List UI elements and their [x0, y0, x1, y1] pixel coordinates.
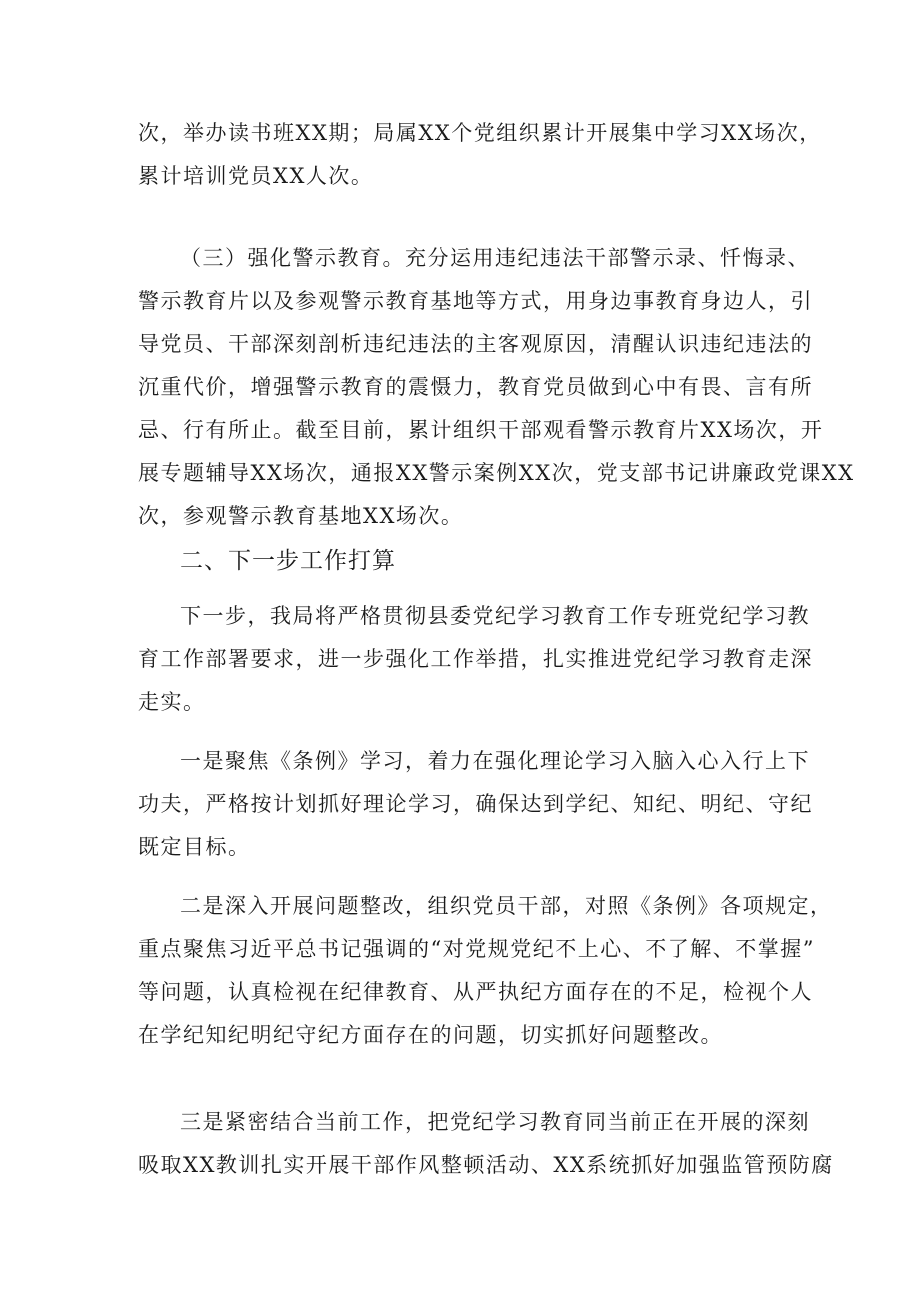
point-two-paragraph	[138, 885, 833, 1057]
paragraph-line: 累计培训党员XX人次。	[138, 164, 374, 188]
paragraph-line: 在学纪知纪明纪守纪方面存在的问题，切实抓好问题整改。	[138, 1023, 723, 1047]
paragraph-line: 一是聚焦《条例》学习，着力在强化理论学习入脑入心入行上下	[180, 749, 810, 773]
section-three-paragraph	[138, 237, 855, 538]
next-step-paragraph	[138, 595, 813, 724]
paragraph-line: 三是紧密结合当前工作，把党纪学习教育同当前正在开展的深刻	[180, 1110, 810, 1134]
paragraph-line: （三）强化警示教育。充分运用违纪违法干部警示录、忏悔录、	[180, 246, 810, 270]
point-three-paragraph	[138, 1101, 834, 1187]
paragraph-line: 次，举办读书班XX期；局属XX个党组织累计开展集中学习XX场次，	[138, 121, 822, 145]
paragraph-line: 二是深入开展问题整改，组织党员干部，对照《条例》各项规定，	[180, 894, 833, 918]
paragraph-line: 育工作部署要求，进一步强化工作举措，扎实推进党纪学习教育走深	[138, 647, 813, 671]
paragraph-line: 展专题辅导XX场次，通报XX警示案例XX次，党支部书记讲廉政党课XX	[138, 461, 855, 485]
paragraph-line: 功夫，严格按计划抓好理论学习，确保达到学纪、知纪、明纪、守纪	[138, 792, 813, 816]
paragraph-line: 警示教育片以及参观警示教育基地等方式，用身边事教育身边人，引	[138, 289, 813, 313]
section-heading: 二、下一步工作打算	[180, 548, 396, 574]
paragraph-line: 等问题，认真检视在纪律教育、从严执纪方面存在的不足，检视个人	[138, 980, 813, 1004]
paragraph-line: 次，参观警示教育基地XX场次。	[138, 504, 464, 528]
paragraph-line: 导党员、干部深刻剖析违纪违法的主客观原因，清醒认识违纪违法的	[138, 332, 813, 356]
paragraph-line: 沉重代价，增强警示教育的震慑力，教育党员做到心中有畏、言有所	[138, 375, 813, 399]
intro-paragraph	[138, 112, 822, 198]
paragraph-line: 下一步，我局将严格贯彻县委党纪学习教育工作专班党纪学习教	[180, 604, 810, 628]
paragraph-line: 重点聚焦习近平总书记强调的“对党规党纪不上心、不了解、不掌握”	[138, 937, 815, 961]
paragraph-line: 既定目标。	[138, 835, 251, 859]
paragraph-line: 走实。	[138, 690, 206, 714]
paragraph-line: 吸取XX教训扎实开展干部作风整顿活动、XX系统抓好加强监管预防腐	[138, 1153, 834, 1177]
paragraph-line: 忌、行有所止。截至目前，累计组织干部观看警示教育片XX场次，开	[138, 418, 824, 442]
point-one-paragraph	[138, 740, 813, 869]
